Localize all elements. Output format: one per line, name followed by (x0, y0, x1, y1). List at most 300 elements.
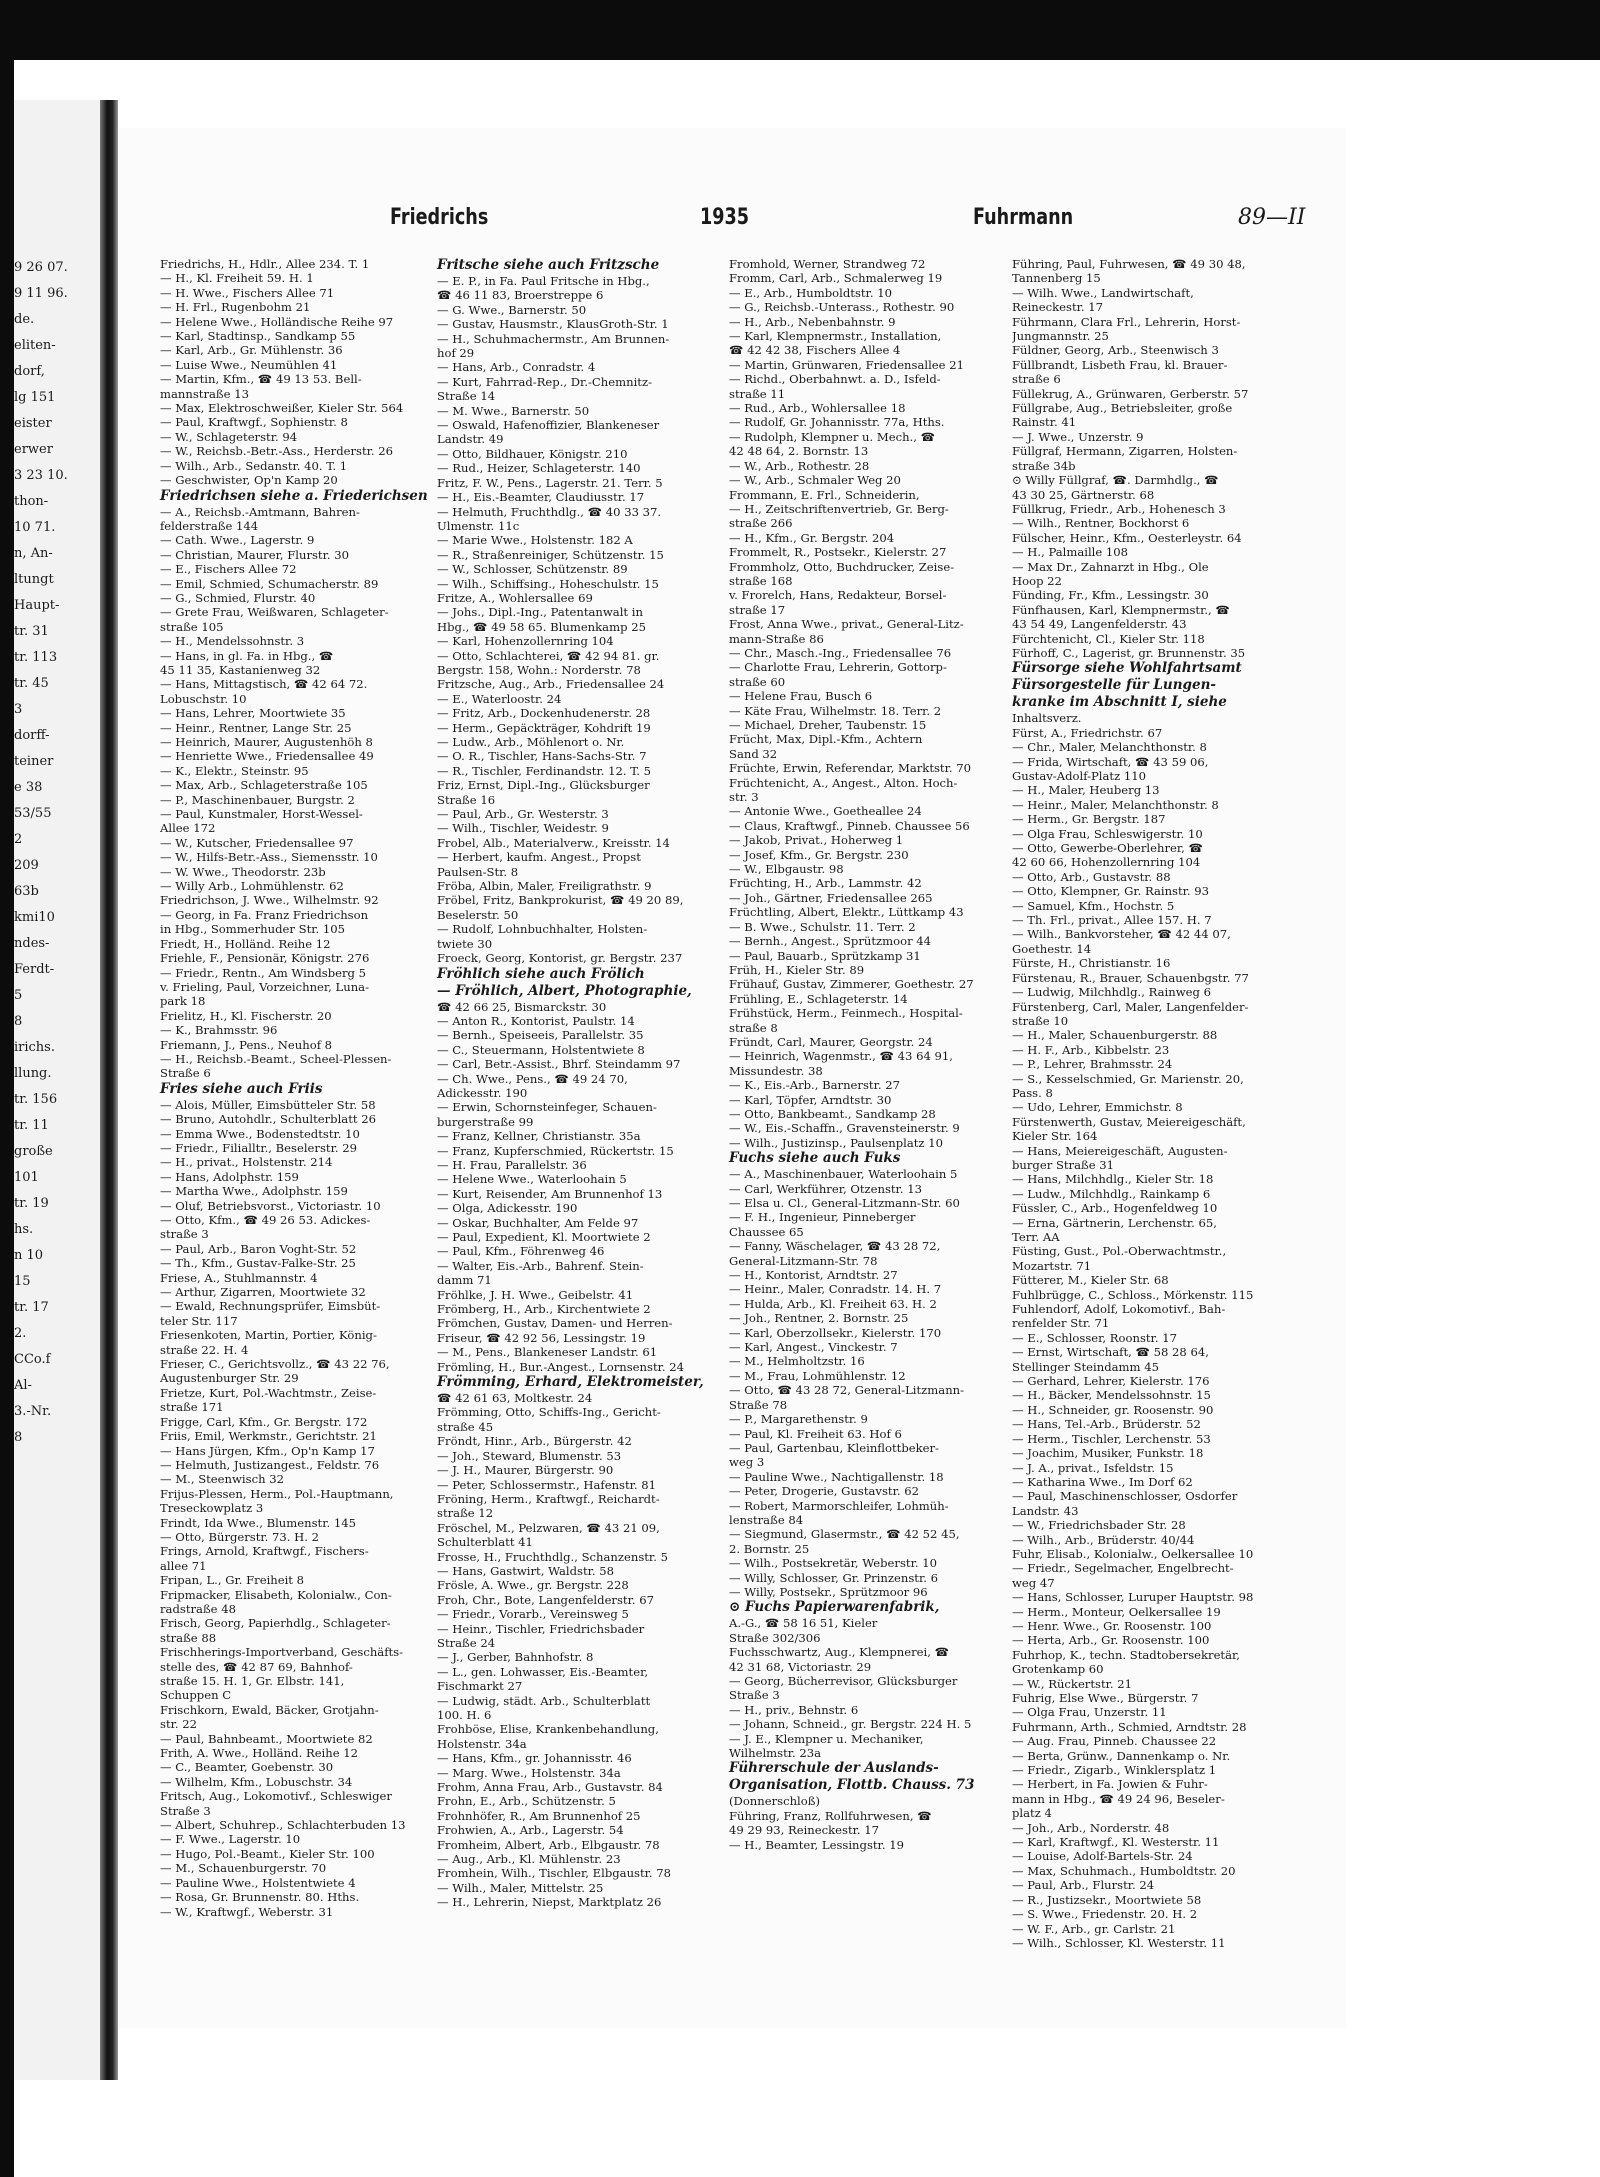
directory-entry: — Wilh. Wwe., Landwirtschaft, (1012, 285, 1194, 300)
directory-entry: — Michael, Dreher, Taubenstr. 15 (729, 718, 927, 732)
directory-entry: — Friedr., Vorarb., Vereinsweg 5 (437, 1607, 629, 1622)
directory-entry: Führing, Franz, Rollfuhrwesen, ☎ (729, 1808, 932, 1823)
directory-entry: — Chr., Masch.-Ing., Friedensallee 76 (729, 645, 952, 660)
directory-entry: Landstr. 43 (1012, 1503, 1079, 1518)
directory-entry: ☎ 42 42 38, Fischers Allee 4 (729, 343, 901, 358)
directory-entry: mann-Straße 86 (729, 631, 824, 646)
directory-entry: Frücht, Max, Dipl.-Kfm., Achtern (729, 732, 923, 747)
directory-entry: Füllgrabe, Aug., Betriebsleiter, große (1012, 401, 1233, 416)
previous-page-fragment: 3.-Nr. (14, 1404, 52, 1419)
directory-entry: — Helmuth, Fruchthdlg., ☎ 40 33 37. (437, 504, 662, 519)
directory-entry: straße 8 (729, 1020, 778, 1035)
directory-entry: Allee 172 (160, 821, 216, 836)
directory-entry: — J. A., privat., Isfeldstr. 15 (1012, 1460, 1174, 1475)
directory-entry: in Hbg., Sommerhuder Str. 105 (160, 922, 345, 937)
directory-entry: str. 22 (160, 1717, 197, 1732)
directory-entry: burger Straße 31 (1012, 1157, 1115, 1172)
directory-entry: — Paul, Arb., Baron Voght-Str. 52 (160, 1241, 357, 1256)
directory-entry: ☎ 42 61 63, Moltkestr. 24 (437, 1391, 593, 1406)
directory-entry: — Paul, Kl. Freiheit 63. Hof 6 (729, 1426, 902, 1441)
directory-entry: Friesenkoten, Martin, Portier, König- (160, 1328, 377, 1343)
directory-entry: Fürst, A., Friedrichstr. 67 (1012, 725, 1163, 740)
directory-entry: — S. Wwe., Friedenstr. 20. H. 2 (1012, 1907, 1198, 1922)
directory-entry: Friz, Ernst, Dipl.-Ing., Glücksburger (437, 778, 650, 793)
previous-page-fragment: 9 11 96. (14, 286, 68, 301)
directory-entry: — F. Wwe., Lagerstr. 10 (160, 1832, 301, 1847)
directory-entry: Fröbel, Fritz, Bankprokurist, ☎ 49 20 89, (437, 893, 684, 908)
directory-entry: — Hans, Lehrer, Moortwiete 35 (160, 706, 346, 721)
directory-entry: — H., privat., Holstenstr. 214 (160, 1155, 333, 1170)
directory-entry: — Hans, Gastwirt, Waldstr. 58 (437, 1563, 615, 1578)
directory-entry: Straße 16 (437, 792, 496, 807)
previous-page-fragment: 8 (14, 1430, 23, 1445)
directory-entry: — J., Gerber, Bahnhofstr. 8 (437, 1650, 594, 1665)
directory-entry: 42 31 68, Victoriastr. 29 (729, 1659, 872, 1674)
directory-entry: — Carl, Werkführer, Otzenstr. 13 (729, 1181, 922, 1196)
directory-entry: — Claus, Kraftwgf., Pinneb. Chaussee 56 (729, 818, 970, 833)
directory-entry: twiete 30 (437, 936, 493, 951)
directory-entry: — Wilh., Postsekretär, Weberstr. 10 (729, 1556, 937, 1571)
directory-entry: — Helene Frau, Busch 6 (729, 689, 873, 704)
section-heading: kranke im Abschnitt I, siehe (1012, 694, 1227, 711)
directory-entry: — Otto, Kfm., ☎ 49 26 53. Adickes- (160, 1213, 371, 1227)
directory-entry: — H., Lehrerin, Niepst, Marktplatz 26 (437, 1895, 662, 1910)
column-1 (160, 257, 428, 1919)
previous-page-fragment: n 10 (14, 1248, 44, 1263)
directory-entry: — Otto, Gewerbe-Oberlehrer, ☎ (1012, 841, 1203, 856)
directory-entry: — Paul, Kfm., Föhrenweg 46 (437, 1244, 605, 1259)
directory-entry: mannstraße 13 (160, 386, 249, 401)
directory-entry: A.-G., ☎ 58 16 51, Kieler (729, 1616, 878, 1631)
directory-entry: Früchte, Erwin, Referendar, Marktstr. 70 (729, 761, 971, 776)
directory-entry: Frühling, E., Schlageterstr. 14 (729, 991, 908, 1006)
directory-entry: Mozartstr. 71 (1012, 1258, 1092, 1273)
directory-entry: Beselerstr. 50 (437, 907, 519, 922)
directory-entry: — H., Beamter, Lessingstr. 19 (729, 1837, 904, 1852)
directory-entry: Frost, Anna Wwe., privat., General-Litz- (729, 617, 964, 632)
directory-entry: Frohnhöfer, R., Am Brunnenhof 25 (437, 1808, 641, 1823)
directory-entry: Lobuschstr. 10 (160, 691, 247, 706)
directory-entry: Frömming, Otto, Schiffs-Ing., Gericht- (437, 1405, 661, 1420)
directory-entry: Fuchsschwartz, Aug., Klempnerei, ☎ (729, 1645, 950, 1660)
column-4 (1012, 257, 1272, 1950)
previous-page-edge (14, 100, 102, 2080)
directory-entry: — H. Wwe., Fischers Allee 71 (160, 285, 335, 300)
directory-entry: — Marg. Wwe., Holstenstr. 34a (437, 1765, 621, 1780)
previous-page-fragment: Ferdt- (14, 962, 55, 977)
directory-entry: v. Frorelch, Hans, Redakteur, Borsel- (729, 588, 947, 603)
directory-entry: — Franz, Kupferschmied, Rückertstr. 15 (437, 1143, 674, 1158)
directory-entry: straße 34b (1012, 458, 1076, 473)
directory-entry: — H., Arb., Nebenbahnstr. 9 (729, 314, 896, 329)
directory-entry: — Gustav, Hausmstr., KlausGroth-Str. 1 (437, 317, 669, 332)
directory-entry: — H., Eis.-Beamter, Claudiusstr. 17 (437, 490, 645, 505)
directory-entry: Inhaltsverz. (1012, 711, 1082, 726)
directory-entry: — Paul, Expedient, Kl. Moortwiete 2 (437, 1230, 651, 1244)
directory-entry: Stellinger Steindamm 45 (1012, 1359, 1159, 1374)
directory-entry: — Otto, Bildhauer, Königstr. 210 (437, 446, 628, 461)
directory-entry: Friese, A., Stuhlmannstr. 4 (160, 1270, 318, 1285)
directory-entry: — Olga, Adickesstr. 190 (437, 1201, 578, 1216)
directory-entry: — Wilh., Arb., Sedanstr. 40. T. 1 (160, 458, 348, 473)
directory-entry: — Wilh., Tischler, Weidestr. 9 (437, 821, 609, 836)
directory-entry: — Bernh., Speiseeis, Parallelstr. 35 (437, 1028, 644, 1043)
directory-entry: hof 29 (437, 346, 475, 361)
directory-entry: — Hans Jürgen, Kfm., Op'n Kamp 17 (160, 1443, 375, 1458)
directory-entry: — H., Kl. Freiheit 59. H. 1 (160, 271, 314, 286)
directory-entry: — Willy, Postsekr., Sprützmoor 96 (729, 1584, 928, 1599)
directory-entry: — Walter, Eis.-Arb., Bahrenf. Stein- (437, 1258, 644, 1273)
directory-entry: 42 48 64, 2. Bornstr. 13 (729, 444, 869, 459)
directory-entry: — Friedr., Filialltr., Beselerstr. 29 (160, 1140, 357, 1155)
directory-entry: Friseur, ☎ 42 92 56, Lessingstr. 19 (437, 1330, 646, 1345)
directory-entry: damm 71 (437, 1273, 492, 1288)
directory-entry: — Geschwister, Op'n Kamp 20 (160, 473, 338, 488)
directory-entry: Fürhoff, C., Lagerist, gr. Brunnenstr. 35 (1012, 645, 1246, 660)
directory-entry: straße 266 (729, 516, 793, 531)
directory-entry: — Willy Arb., Lohmühlenstr. 62 (160, 879, 344, 894)
directory-entry: Frühstück, Herm., Feinmech., Hospital- (729, 1006, 963, 1021)
directory-entry: Pass. 8 (1012, 1085, 1053, 1100)
directory-entry: Schulterblatt 41 (437, 1535, 533, 1550)
directory-entry: Chaussee 65 (729, 1224, 804, 1239)
directory-entry: — W. F., Arb., gr. Carlstr. 21 (1012, 1921, 1176, 1936)
directory-entry: Fuhr, Elisab., Kolonialw., Oelkersallee 10 (1012, 1546, 1254, 1561)
directory-entry: — Otto, Klempner, Gr. Rainstr. 93 (1012, 884, 1210, 899)
directory-entry: Fuhrig, Else Wwe., Bürgerstr. 7 (1012, 1691, 1199, 1705)
directory-entry: — Erna, Gärtnerin, Lerchenstr. 65, (1012, 1215, 1217, 1230)
directory-entry: — W., Rückertstr. 21 (1012, 1676, 1133, 1691)
previous-page-fragment: dorff- (14, 728, 50, 743)
directory-entry: — W., Elbgaustr. 98 (729, 862, 844, 877)
section-heading: Organisation, Flottb. Chauss. 73 (729, 1777, 975, 1794)
directory-entry: — Max, Arb., Schlageterstraße 105 (160, 778, 368, 793)
directory-entry: — O. R., Tischler, Hans-Sachs-Str. 7 (437, 749, 647, 764)
directory-entry: Fromm, Carl, Arb., Schmalerweg 19 (729, 271, 943, 286)
directory-entry: — P., Maschinenbauer, Burgstr. 2 (160, 792, 355, 807)
directory-entry: Fürstenau, R., Brauer, Schauenbgstr. 77 (1012, 970, 1249, 985)
directory-entry: — Katharina Wwe., Im Dorf 62 (1012, 1474, 1193, 1489)
directory-entry: — Hans, Meiereigeschäft, Augusten- (1012, 1143, 1228, 1158)
previous-page-fragment: dorf, (14, 364, 45, 379)
directory-entry: Füllkrug, Friedr., Arb., Hohenesch 3 (1012, 501, 1226, 516)
directory-entry: — H. Frl., Rugenbohm 21 (160, 300, 311, 315)
directory-entry: Frömberg, H., Arb., Kirchentwiete 2 (437, 1302, 651, 1317)
directory-entry: — Wilh., Rentner, Bockhorst 6 (1012, 516, 1190, 531)
directory-entry: Frommelt, R., Postsekr., Kielerstr. 27 (729, 545, 947, 560)
directory-entry: Fröhlke, J. H. Wwe., Geibelstr. 41 (437, 1287, 634, 1302)
directory-entry: — Bernh., Angest., Sprützmoor 44 (729, 934, 932, 949)
directory-entry: Fuhrhop, K., techn. Stadtobersekretär, (1012, 1647, 1240, 1662)
directory-entry: straße 168 (729, 573, 793, 588)
previous-page-fragment: ltungt (14, 572, 54, 587)
directory-entry: — Hans, Mittagstisch, ☎ 42 64 72. (160, 677, 368, 692)
directory-entry: — Frida, Wirtschaft, ☎ 43 59 06, (1012, 754, 1209, 769)
previous-page-fragment: lg 151 (14, 390, 56, 405)
directory-entry: Tannenberg 15 (1012, 271, 1101, 286)
directory-entry: lenstraße 84 (729, 1512, 804, 1527)
directory-entry: — Helmuth, Justizangest., Feldstr. 76 (160, 1457, 380, 1472)
directory-entry: — Samuel, Kfm., Hochstr. 5 (1012, 898, 1175, 913)
directory-entry: — W., Schlageterstr. 94 (160, 429, 298, 444)
directory-entry: — H., Kontorist, Arndtstr. 27 (729, 1268, 898, 1283)
directory-entry: (Donnerschloß) (729, 1794, 821, 1809)
header-last-entry: Fuhrmann (973, 205, 1074, 230)
directory-entry: Wilhelmstr. 23a (729, 1746, 822, 1761)
directory-entry: — W., Reichsb.-Betr.-Ass., Herderstr. 26 (160, 444, 394, 459)
previous-page-fragment: irichs. (14, 1040, 55, 1055)
directory-entry: — Hans, Kfm., gr. Johannisstr. 46 (437, 1751, 632, 1766)
directory-entry: — Siegmund, Glasermstr., ☎ 42 52 45, (729, 1527, 960, 1542)
directory-entry: 45 11 35, Kastanienweg 32 (160, 662, 321, 677)
directory-entry: — Johs., Dipl.-Ing., Patentanwalt in (437, 605, 643, 620)
directory-entry: — Rudolph, Klempner u. Mech., ☎ (729, 429, 936, 444)
previous-page-fragment: 8 (14, 1014, 23, 1029)
directory-entry: — W., Friedrichsbader Str. 28 (1012, 1518, 1186, 1533)
header-year: 1935 (700, 205, 749, 230)
directory-entry: Straße 302/306 (729, 1630, 821, 1645)
directory-entry: 100. H. 6 (437, 1708, 492, 1722)
directory-entry: straße 171 (160, 1400, 224, 1415)
directory-entry: Fröschel, M., Pelzwaren, ☎ 43 21 09, (437, 1520, 660, 1535)
directory-entry: 2. Bornstr. 25 (729, 1541, 810, 1556)
previous-page-fragment: teiner (14, 754, 54, 769)
directory-entry: Frohwien, A., Arb., Lagerstr. 54 (437, 1823, 624, 1838)
directory-entry: — B. Wwe., Schulstr. 11. Terr. 2 (729, 919, 916, 934)
directory-entry: Friehle, F., Pensionär, Königstr. 276 (160, 951, 370, 966)
previous-page-fragment: tr. 113 (14, 650, 58, 665)
directory-entry: — F. H., Ingenieur, Pinneberger (729, 1210, 916, 1225)
directory-entry: Straße 24 (437, 1635, 496, 1650)
directory-entry: — Karl, Töpfer, Arndtstr. 30 (729, 1092, 892, 1107)
directory-entry: Frindt, Ida Wwe., Blumenstr. 145 (160, 1515, 356, 1530)
previous-page-fragment: tr. 17 (14, 1300, 49, 1315)
directory-entry: — J. Wwe., Unzerstr. 9 (1012, 429, 1144, 444)
directory-entry: — Heinrich, Maurer, Augustenhöh 8 (160, 735, 373, 749)
directory-entry: Friedrichson, J. Wwe., Wilhelmstr. 92 (160, 893, 379, 908)
directory-entry: — Otto, Arb., Gustavstr. 88 (1012, 869, 1171, 884)
directory-entry: — Ludw., Milchhdlg., Rainkamp 6 (1012, 1186, 1211, 1201)
section-heading: Fürsorge siehe Wohlfahrtsamt (1012, 660, 1242, 677)
directory-entry: — E., Arb., Humboldtstr. 10 (729, 285, 892, 300)
directory-entry: — Max, Elektroschweißer, Kieler Str. 564 (160, 401, 404, 416)
previous-page-fragment: 2 (14, 832, 23, 847)
directory-entry: Straße 6 (160, 1066, 211, 1081)
directory-entry: Fröning, Herm., Kraftwgf., Reichardt- (437, 1491, 660, 1506)
directory-entry: — Herm., Gr. Bergstr. 187 (1012, 812, 1166, 827)
directory-entry: straße 105 (160, 619, 224, 634)
directory-entry: — Hans, Adolphstr. 159 (160, 1169, 299, 1184)
directory-entry: Fromheim, Albert, Arb., Elbgaustr. 78 (437, 1837, 660, 1852)
previous-page-fragment: tr. 156 (14, 1092, 58, 1107)
directory-entry: — Jakob, Privat., Hoherweg 1 (729, 833, 904, 848)
directory-entry: Friemann, J., Pens., Neuhof 8 (160, 1037, 333, 1052)
directory-entry: — Paul, Arb., Gr. Westerstr. 3 (437, 807, 609, 822)
directory-entry: — Emma Wwe., Bodenstedtstr. 10 (160, 1126, 360, 1141)
directory-entry: Fünfhausen, Karl, Klempnermstr., ☎ (1012, 602, 1230, 617)
directory-entry: — Herm., Monteur, Oelkersallee 19 (1012, 1604, 1221, 1619)
directory-entry: weg 3 (729, 1455, 765, 1470)
section-heading: Fröhlich siehe auch Frölich (437, 965, 645, 982)
directory-entry: Froeck, Georg, Kontorist, gr. Bergstr. 237 (437, 951, 683, 966)
directory-entry: — Johann, Schneid., gr. Bergstr. 224 H. 5 (729, 1717, 972, 1732)
previous-page-fragment: n, An- (14, 546, 53, 561)
directory-entry: — Martin, Kfm., ☎ 49 13 53. Bell- (160, 372, 362, 387)
directory-entry: Fürstenberg, Carl, Maler, Langenfelder- (1012, 999, 1249, 1014)
directory-entry: — W., Arb., Schmaler Weg 20 (729, 473, 901, 488)
directory-entry: Fülscher, Heinr., Kfm., Oesterleystr. 64 (1012, 530, 1242, 545)
section-heading: Führerschule der Auslands- (729, 1760, 939, 1777)
section-heading: Fürsorgestelle für Lungen- (1012, 677, 1216, 694)
directory-entry: — Chr., Maler, Melanchthonstr. 8 (1012, 740, 1207, 755)
directory-entry: — Otto, Schlachterei, ☎ 42 94 81. gr. (437, 648, 660, 663)
directory-entry: — H., Kfm., Gr. Bergstr. 204 (729, 530, 895, 545)
directory-entry: Kieler Str. 164 (1012, 1129, 1098, 1144)
directory-entry: — Wilh., Bankvorsteher, ☎ 42 44 07, (1012, 927, 1231, 942)
directory-entry: — Heinr., Maler, Conradstr. 14. H. 7 (729, 1282, 942, 1297)
directory-entry: — Wilh., Arb., Brüderstr. 40/44 (1012, 1532, 1195, 1547)
directory-entry: — W., Eis.-Schaffn., Gravensteinerstr. 9 (729, 1121, 960, 1136)
directory-entry: Früchting, H., Arb., Lammstr. 42 (729, 876, 922, 891)
directory-entry: Bergstr. 158, Wohn.: Norderstr. 78 (437, 662, 641, 677)
directory-entry: — R., Straßenreiniger, Schützenstr. 15 (437, 547, 664, 562)
directory-entry: — Hans, Milchhdlg., Kieler Str. 18 (1012, 1172, 1214, 1187)
directory-entry: burgerstraße 99 (437, 1114, 534, 1129)
scan-left-border (0, 0, 14, 2177)
directory-entry: Paulsen-Str. 8 (437, 864, 519, 879)
directory-entry: — J. E., Klempner u. Mechaniker, (729, 1731, 924, 1746)
directory-entry: platz 4 (1012, 1806, 1052, 1821)
directory-entry: — Otto, Bürgerstr. 73. H. 2 (160, 1529, 320, 1544)
directory-entry: — Paul, Bahnbeamt., Moortwiete 82 (160, 1731, 373, 1746)
directory-entry: Fritzsche, Aug., Arb., Friedensallee 24 (437, 677, 665, 692)
directory-entry: Froh, Chr., Bote, Langenfelderstr. 67 (437, 1592, 654, 1607)
previous-page-fragment: tr. 11 (14, 1118, 49, 1133)
directory-entry: — Joh., Gärtner, Friedensallee 265 (729, 890, 933, 905)
directory-entry: — Wilh., Schlosser, Kl. Westerstr. 11 (1012, 1935, 1226, 1950)
directory-entry: — Christian, Maurer, Flurstr. 30 (160, 547, 349, 562)
directory-entry: Straße 14 (437, 389, 496, 404)
directory-entry: — Richd., Oberbahnwt. a. D., Isfeld- (729, 372, 941, 387)
previous-page-fragment: 10 71. (14, 520, 56, 535)
directory-entry: ☎ 46 11 83, Broerstreppe 6 (437, 288, 604, 303)
directory-entry: Fründt, Carl, Maurer, Georgstr. 24 (729, 1034, 933, 1049)
directory-entry: Früchtling, Albert, Elektr., Lüttkamp 43 (729, 905, 964, 920)
directory-entry: Landstr. 49 (437, 432, 504, 447)
directory-entry: — Rosa, Gr. Brunnenstr. 80. Hths. (160, 1890, 360, 1905)
directory-entry: — Otto, Bankbeamt., Sandkamp 28 (729, 1106, 936, 1121)
page-number: 89—II (1238, 205, 1306, 230)
previous-page-fragment: 3 (14, 702, 23, 717)
directory-entry: — Hugo, Pol.-Beamt., Kieler Str. 100 (160, 1846, 375, 1861)
directory-entry: Terr. AA (1012, 1230, 1060, 1244)
directory-entry: Frietze, Kurt, Pol.-Wachtmstr., Zeise- (160, 1385, 377, 1400)
directory-entry: — Alois, Müller, Eimsbütteler Str. 58 (160, 1097, 376, 1112)
directory-entry: Frischherings-Importverband, Geschäfts- (160, 1645, 404, 1660)
directory-entry: — Oswald, Hafenoffizier, Blankeneser (437, 418, 660, 433)
directory-entry: ☎ 42 66 25, Bismarckstr. 30 (437, 999, 607, 1014)
directory-entry: — Antonie Wwe., Goetheallee 24 (729, 804, 922, 819)
directory-entry: — Rud., Arb., Wohlersallee 18 (729, 401, 906, 416)
directory-entry: — G. Wwe., Barnerstr. 50 (437, 302, 587, 317)
directory-entry: Frigge, Carl, Kfm., Gr. Bergstr. 172 (160, 1414, 368, 1429)
directory-entry: — Anton R., Kontorist, Paulstr. 14 (437, 1013, 635, 1028)
directory-entry: — Rud., Heizer, Schlageterstr. 140 (437, 461, 641, 476)
directory-entry: — Karl, Hohenzollernring 104 (437, 634, 614, 649)
directory-entry: Ulmenstr. 11c (437, 518, 520, 533)
previous-page-fragment: 209 (14, 858, 39, 873)
directory-entry: Frommann, E. Frl., Schneiderin, (729, 487, 920, 502)
directory-entry: Frömchen, Gustav, Damen- und Herren- (437, 1316, 673, 1331)
directory-entry: — Martha Wwe., Adolphstr. 159 (160, 1184, 348, 1199)
directory-entry: — R., Tischler, Ferdinandstr. 12. T. 5 (437, 763, 651, 778)
directory-entry: — H., Schneider, gr. Roosenstr. 90 (1012, 1402, 1214, 1417)
directory-entry: — Bruno, Autohdlr., Schulterblatt 26 (160, 1112, 376, 1127)
column-3 (729, 257, 989, 1852)
directory-entry: Adickesstr. 190 (437, 1085, 528, 1100)
directory-entry: — Hans, in gl. Fa. in Hbg., ☎ (160, 648, 334, 663)
directory-entry: — W., Hilfs-Betr.-Ass., Siemensstr. 10 (160, 850, 378, 865)
directory-entry: — Emil, Schmied, Schumacherstr. 89 (160, 576, 379, 591)
directory-entry: Füldner, Georg, Arb., Steenwisch 3 (1012, 343, 1219, 358)
directory-entry: — H., Palmaille 108 (1012, 545, 1129, 560)
directory-entry: Fripan, L., Gr. Freiheit 8 (160, 1573, 305, 1588)
previous-page-fragment: kmi10 (14, 910, 55, 925)
directory-entry: — Ludwig, Milchhdlg., Rainweg 6 (1012, 985, 1211, 1000)
directory-entry: — Carl, Betr.-Assist., Bhrf. Steindamm 97 (437, 1057, 681, 1072)
directory-entry: — Karl, Stadtinsp., Sandkamp 55 (160, 329, 356, 344)
directory-entry: — H., Mendelssohnstr. 3 (160, 634, 305, 649)
directory-entry: — Robert, Marmorschleifer, Lohmüh- (729, 1498, 949, 1513)
directory-entry: Frühauf, Gustav, Zimmerer, Goethestr. 27 (729, 977, 974, 992)
directory-entry: Straße 3 (729, 1688, 780, 1703)
running-header (390, 205, 1312, 235)
directory-entry: — Rudolf, Gr. Johannisstr. 77a, Hths. (729, 415, 945, 430)
previous-page-fragment: 3 23 10. (14, 468, 68, 483)
directory-entry: straße 45 (437, 1419, 494, 1434)
directory-entry: — M., Pens., Blankeneser Landstr. 61 (437, 1345, 658, 1360)
directory-entry: — Max Dr., Zahnarzt in Hbg., Ole (1012, 559, 1209, 574)
directory-entry: — J. H., Maurer, Bürgerstr. 90 (437, 1463, 614, 1478)
directory-entry: — W., Kutscher, Friedensallee 97 (160, 835, 354, 850)
previous-page-fragment: CCo.f (14, 1352, 51, 1367)
directory-entry: — Otto, ☎ 43 28 72, General-Litzmann- (729, 1383, 965, 1398)
directory-entry: Führmann, Clara Frl., Lehrerin, Horst- (1012, 314, 1241, 329)
previous-page-fragment: 2. (14, 1326, 27, 1341)
directory-entry: — H., Bäcker, Mendelssohnstr. 15 (1012, 1388, 1211, 1403)
directory-entry: — Paul, Kraftwgf., Sophienstr. 8 (160, 415, 348, 430)
directory-entry: — Olga Frau, Unzerstr. 11 (1012, 1705, 1167, 1720)
directory-entry: — Joh., Arb., Norderstr. 48 (1012, 1820, 1170, 1835)
directory-entry: Fripmacker, Elisabeth, Kolonialw., Con- (160, 1587, 392, 1602)
previous-page-fragment: 9 26 07. (14, 260, 68, 275)
directory-entry: — Ernst, Wirtschaft, ☎ 58 28 64, (1012, 1345, 1209, 1360)
directory-entry: Fürste, H., Christianstr. 16 (1012, 956, 1171, 971)
previous-page-fragment: erwer (14, 442, 53, 457)
directory-entry: — E., Waterloostr. 24 (437, 691, 562, 706)
previous-page-fragment: thon- (14, 494, 49, 509)
directory-entry: Füssler, C., Arb., Hogenfeldweg 10 (1012, 1201, 1218, 1216)
directory-entry: — Kurt, Reisender, Am Brunnenhof 13 (437, 1186, 663, 1201)
directory-entry: Schuppen C (160, 1688, 232, 1703)
directory-entry: Fuhlbrügge, C., Schloss., Mörkenstr. 115 (1012, 1287, 1254, 1302)
directory-entry: 49 29 93, Reineckestr. 17 (729, 1823, 880, 1838)
directory-entry: Frijus-Plessen, Herm., Pol.-Hauptmann, (160, 1486, 394, 1501)
directory-entry: Fürchtenicht, Cl., Kieler Str. 118 (1012, 631, 1205, 646)
directory-entry: Fischmarkt 27 (437, 1679, 523, 1694)
section-heading: Friedrichsen siehe a. Friederichsen (160, 487, 428, 504)
directory-entry: allee 71 (160, 1558, 207, 1573)
